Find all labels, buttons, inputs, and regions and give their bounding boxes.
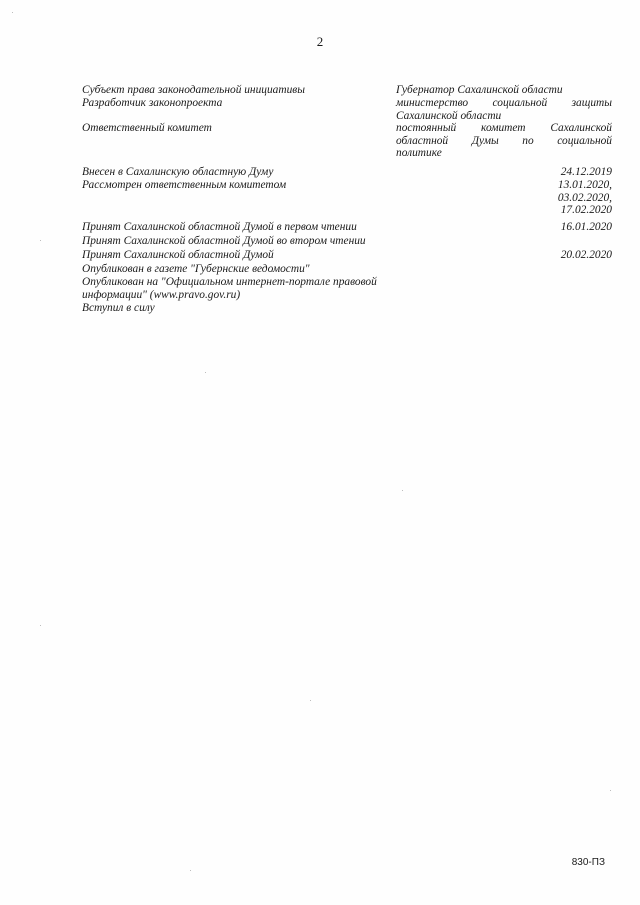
document-code: 830-ПЗ — [571, 857, 605, 868]
field-entered-force-label: Вступил в силу — [82, 302, 155, 314]
field-committee-value — [396, 122, 612, 160]
field-committee-value-line: областной Думы по социальной — [396, 134, 612, 147]
scan-speck — [190, 870, 191, 871]
field-developer-label: Разработчик законопроекта — [82, 97, 223, 109]
scan-speck — [310, 700, 311, 701]
field-committee-value-line: постоянный комитет Сахалинской — [396, 122, 612, 134]
field-committee-label: Ответственный комитет — [82, 122, 212, 134]
field-committee-value-line: политике — [396, 147, 442, 160]
field-published-portal-label-line: информации" (www.pravo.gov.ru) — [82, 288, 241, 301]
field-reviewed-value — [396, 179, 612, 217]
field-submitted-value: 24.12.2019 — [560, 166, 612, 178]
field-reviewed-date: 17.02.2020 — [560, 204, 612, 217]
page-number: 2 — [316, 34, 324, 49]
field-first-reading-value: 16.01.2020 — [560, 221, 612, 233]
scan-speck — [610, 790, 611, 791]
field-first-reading-label: Принят Сахалинской областной Думой в первом чтении — [82, 221, 357, 233]
field-reviewed-date: 03.02.2020, — [557, 191, 612, 204]
field-submitted-label: Внесен в Сахалинскую областную Думу — [82, 166, 274, 178]
field-reviewed-date: 13.01.2020, — [557, 179, 612, 191]
field-second-reading-label: Принят Сахалинской областной Думой во втором чтении — [82, 235, 366, 247]
field-published-portal-label-line: Опубликован на "Официальном интернет-портале правовой — [82, 276, 377, 288]
field-adopted-label: Принят Сахалинской областной Думой — [82, 249, 274, 261]
field-developer-value-line: Сахалинской области — [396, 109, 502, 122]
field-reviewed-label: Рассмотрен ответственным комитетом — [82, 179, 287, 191]
field-subject-label: Субъект права законодательной инициативы — [82, 84, 305, 96]
field-developer-value — [396, 97, 612, 122]
field-developer-value-line: министерство социальной защиты — [396, 97, 612, 109]
scan-speck — [12, 12, 13, 13]
field-subject-value: Губернатор Сахалинской области — [396, 84, 563, 96]
field-published-portal-label — [82, 276, 402, 301]
field-adopted-value: 20.02.2020 — [560, 249, 612, 261]
field-published-newspaper-label: Опубликован в газете "Губернские ведомости" — [82, 263, 310, 275]
scan-speck — [402, 490, 403, 491]
scan-speck — [40, 625, 41, 626]
scan-speck — [40, 240, 41, 241]
scan-speck — [205, 372, 206, 373]
